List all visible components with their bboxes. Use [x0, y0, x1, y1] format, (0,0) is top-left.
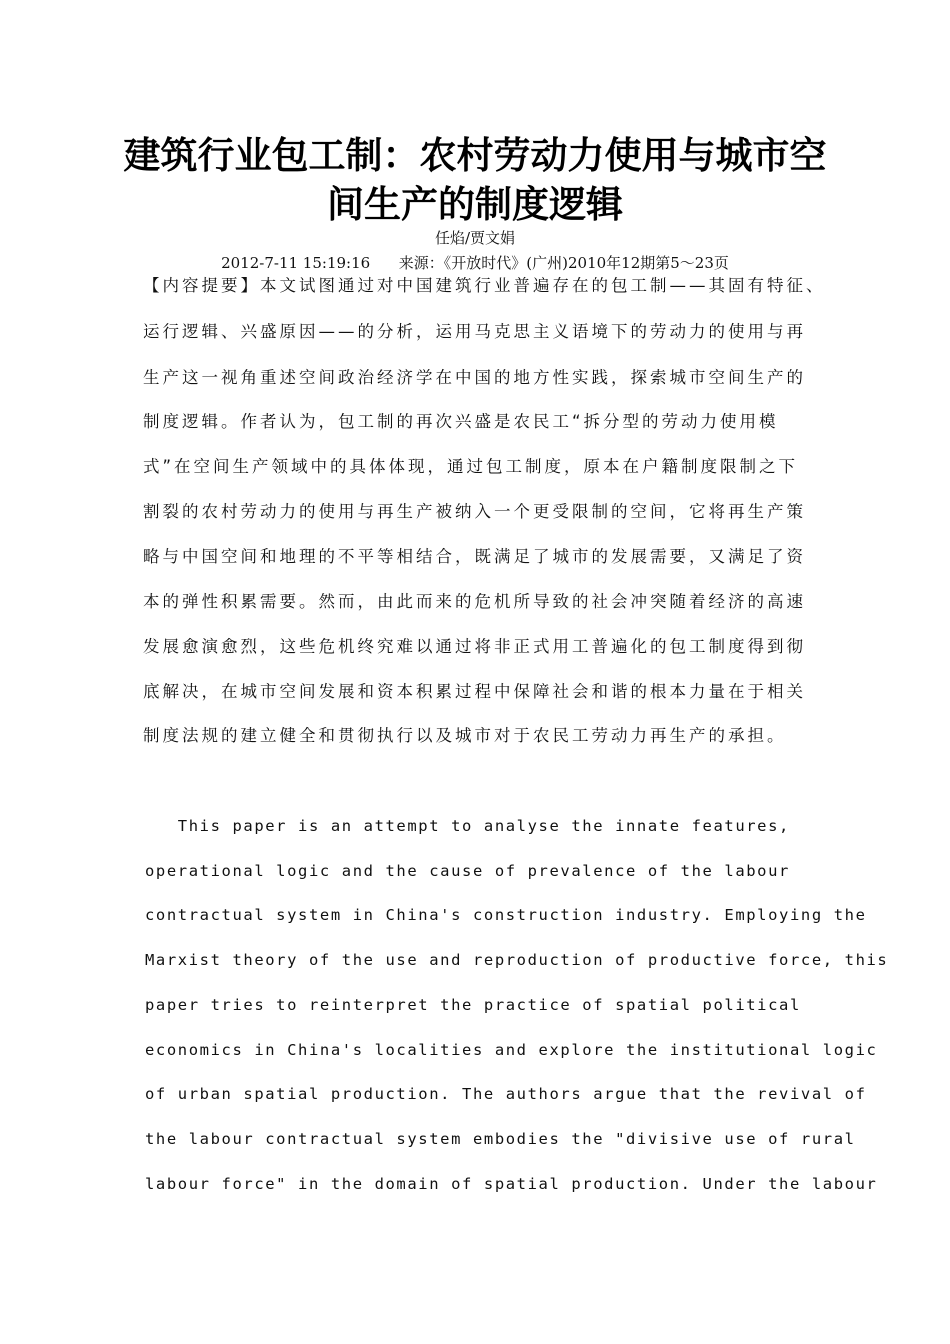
abstract-zh-line: 割裂的农村劳动力的使用与再生产被纳入一个更受限制的空间，它将再生产策: [143, 502, 806, 521]
abstract-zh-line: 制度法规的建立健全和贯彻执行以及城市对于农民工劳动力再生产的承担。: [143, 726, 787, 745]
abstract-en-line: of urban spatial production. The authors argue that the revival of: [145, 1085, 867, 1103]
abstract-zh-line: 底解决，在城市空间发展和资本积累过程中保障社会和谐的根本力量在于相关: [143, 682, 806, 701]
abstract-zh-line: 式”在空间生产领域中的具体体现，通过包工制度，原本在户籍制度限制之下: [143, 457, 799, 476]
abstract-zh-line: 运行逻辑、兴盛原因——的分析，运用马克思主义语境下的劳动力的使用与再: [143, 322, 806, 341]
abstract-en-line: This paper is an attempt to analyse the innate features,: [145, 817, 790, 835]
abstract-en-line: the labour contractual system embodies the "divisive use of rural: [145, 1130, 856, 1148]
abstract-en-line: contractual system in China's construction industry. Employing the: [145, 906, 867, 924]
abstract-zh-line: 生产这一视角重述空间政治经济学在中国的地方性实践，探索城市空间生产的: [143, 368, 806, 387]
abstract-zh-line: 本的弹性积累需要。然而，由此而来的危机所导致的社会冲突随着经济的高速: [143, 592, 806, 611]
abstract-en-line: labour force" in the domain of spatial production. Under the labour: [145, 1175, 878, 1193]
abstract-zh-line: 略与中国空间和地理的不平等相结合，既满足了城市的发展需要，又满足了资: [143, 547, 806, 566]
abstract-zh-line: 发展愈演愈烈，这些危机终究难以通过将非正式用工普遍化的包工制度得到彻: [143, 637, 806, 656]
abstract-en-line: economics in China's localities and explore the institutional logic: [145, 1041, 878, 1059]
abstract-en-line: paper tries to reinterpret the practice of spatial political: [145, 996, 801, 1014]
abstract-zh-line: 【内容提要】本文试图通过对中国建筑行业普遍存在的包工制——其固有特征、: [143, 276, 826, 295]
publication-meta: 2012-7-11 15:19:16 来源：《开放时代》(广州)2010年12期第5～23页: [221, 254, 729, 272]
abstract-zh-line: 制度逻辑。作者认为，包工制的再次兴盛是农民工“拆分型的劳动力使用模: [143, 412, 779, 431]
authors: 任焰/贾文娟: [434, 229, 516, 247]
title-line-2: 间生产的制度逻辑: [327, 182, 623, 226]
abstract-en-line: operational logic and the cause of prevalence of the labour: [145, 862, 790, 880]
title-line-1: 建筑行业包工制：农村劳动力使用与城市空: [123, 133, 827, 177]
abstract-en-line: Marxist theory of the use and reproduction of productive force, this: [145, 951, 889, 969]
